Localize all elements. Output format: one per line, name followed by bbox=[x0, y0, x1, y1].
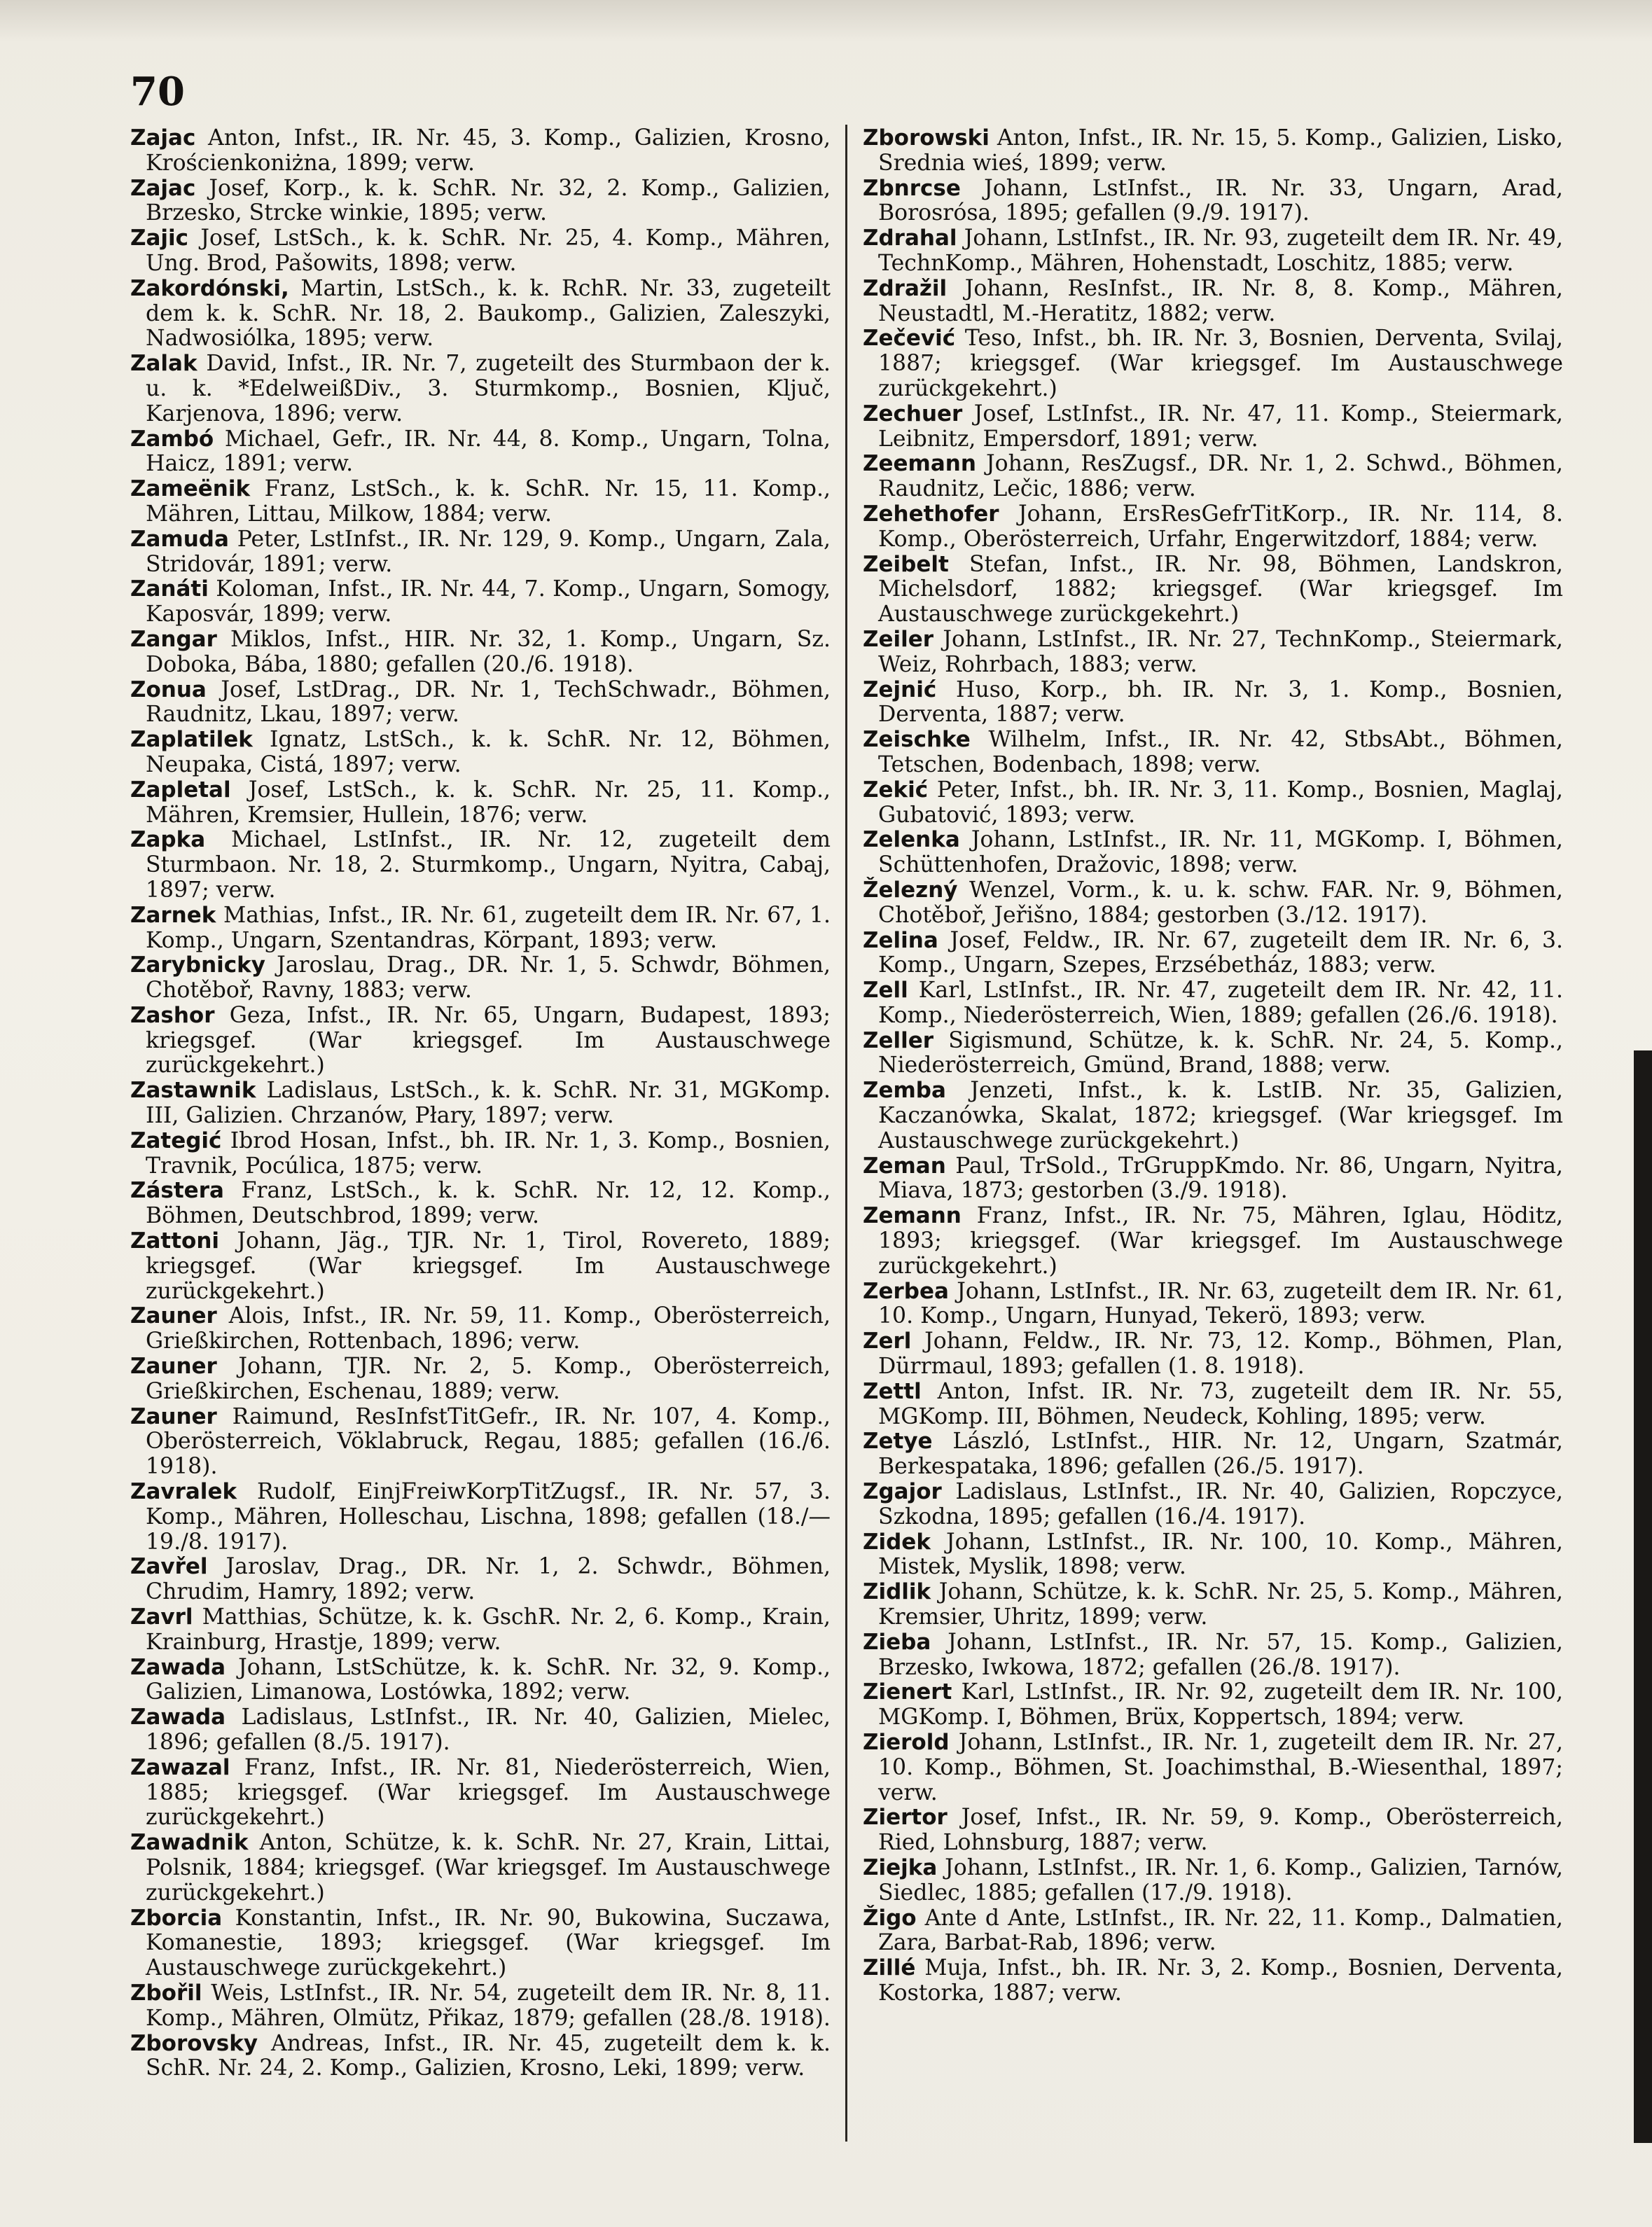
list-item bbox=[130, 1354, 831, 1405]
list-item bbox=[863, 828, 1563, 878]
list-item bbox=[130, 477, 831, 527]
entry-details: Rudolf, EinjFreiwKorpTitZugsf., IR. Nr. 57, 3. Komp., Mähren, Holleschau, Lischna, 1898; gefallen (18./—19./8. 1917). bbox=[146, 1479, 831, 1555]
entry-details: Ignatz, LstSch., k. k. SchR. Nr. 12, Böhmen, Neupaka, Cistá, 1897; verw. bbox=[146, 727, 831, 777]
entry-surname: Zakordónski, bbox=[130, 275, 289, 301]
list-item bbox=[130, 1229, 831, 1304]
entry-details: Johann, TJR. Nr. 2, 5. Komp., Oberösterreich, Grießkirchen, Eschenau, 1889; verw. bbox=[146, 1354, 831, 1404]
list-item bbox=[863, 553, 1563, 627]
list-item bbox=[130, 1405, 831, 1480]
list-item bbox=[130, 1129, 831, 1179]
entry-surname: Zajac bbox=[130, 125, 196, 151]
list-item bbox=[130, 352, 831, 426]
entry-surname: Zamuda bbox=[130, 526, 229, 552]
list-item bbox=[130, 828, 831, 903]
list-item bbox=[130, 1605, 831, 1656]
list-item bbox=[130, 1705, 831, 1756]
list-item bbox=[863, 627, 1563, 678]
list-item bbox=[863, 1580, 1563, 1630]
entry-surname: Zdražil bbox=[863, 275, 948, 301]
entry-surname: Zattoni bbox=[130, 1228, 220, 1254]
list-item bbox=[863, 1805, 1563, 1856]
entry-surname: Zbořil bbox=[130, 1980, 202, 2006]
list-item bbox=[130, 1480, 831, 1555]
list-item bbox=[130, 2032, 831, 2082]
list-item bbox=[130, 277, 831, 352]
entry-details: Peter, LstInfst., IR. Nr. 129, 9. Komp., Ungarn, Zala, Stridovár, 1891; verw. bbox=[146, 526, 831, 577]
entry-surname: Zerbea bbox=[863, 1278, 949, 1304]
list-item bbox=[130, 1981, 831, 2032]
left-column bbox=[130, 126, 831, 2081]
entry-details: Martin, LstSch., k. k. RchR. Nr. 33, zugeteilt dem k. k. SchR. Nr. 18, 2. Baukomp., Galizien, Zaleszyki, Nadwosiólka, 1895; verw. bbox=[146, 275, 831, 352]
entry-details: Johann, LstInfst., IR. Nr. 100, 10. Komp., Mähren, Mistek, Myslik, 1898; verw. bbox=[878, 1529, 1563, 1580]
entry-surname: Zerl bbox=[863, 1328, 912, 1354]
entry-surname: Zidek bbox=[863, 1529, 931, 1555]
entry-details: Johann, ResInfst., IR. Nr. 8, 8. Komp., Mähren, Neustadtl, M.-Heratitz, 1882; verw. bbox=[878, 275, 1563, 326]
entry-details: Miklos, Infst., HIR. Nr. 32, 1. Komp., Ungarn, Sz. Doboka, Bába, 1880; gefallen (20./6. 1918). bbox=[146, 626, 831, 677]
entry-details: Jaroslav, Drag., DR. Nr. 1, 2. Schwdr., Böhmen, Chrudim, Hamry, 1892; verw. bbox=[146, 1554, 831, 1605]
entry-surname: Zashor bbox=[130, 1002, 215, 1028]
entry-details: Sigismund, Schütze, k. k. SchR. Nr. 24, 5. Komp., Niederösterreich, Gmünd, Brand, 1888; verw. bbox=[878, 1027, 1563, 1078]
list-item bbox=[863, 678, 1563, 728]
list-item bbox=[130, 953, 831, 1004]
entry-surname: Ziertor bbox=[863, 1805, 948, 1831]
list-item bbox=[863, 1380, 1563, 1430]
entry-surname: Zavralek bbox=[130, 1479, 237, 1505]
entry-details: Johann, LstInfst., IR. Nr. 1, zugeteilt dem IR. Nr. 27, 10. Komp., Böhmen, St. Joachimsthal, B.-Wiesenthal, 1897; verw. bbox=[878, 1730, 1563, 1805]
list-item bbox=[863, 1154, 1563, 1205]
entry-surname: Zečević bbox=[863, 326, 956, 352]
list-item bbox=[863, 1204, 1563, 1279]
entry-details: Ladislaus, LstInfst., IR. Nr. 40, Galizien, Mielec, 1896; gefallen (8./5. 1917). bbox=[146, 1705, 831, 1755]
entry-details: Franz, Infst., IR. Nr. 75, Mähren, Iglau, Höditz, 1893; kriegsgef. (War kriegsgef. Im Austauschwege zurückgekehrt.) bbox=[878, 1203, 1563, 1279]
list-item bbox=[863, 878, 1563, 929]
entry-details: Johann, LstInfst., IR. Nr. 11, MGKomp. I, Böhmen, Schüttenhofen, Dražovic, 1898; verw. bbox=[878, 827, 1564, 878]
entry-details: Michael, LstInfst., IR. Nr. 12, zugeteilt dem Sturmbaon. Nr. 18, 2. Sturmkomp., Ungarn, Nyitra, Cabaj, 1897; verw. bbox=[146, 827, 831, 903]
entry-surname: Zawada bbox=[130, 1705, 226, 1730]
list-item bbox=[130, 1831, 831, 1906]
list-item bbox=[863, 728, 1563, 778]
list-item bbox=[863, 277, 1563, 327]
entry-surname: Železný bbox=[863, 877, 958, 903]
entry-details: Stefan, Infst., IR. Nr. 98, Böhmen, Landskron, Michelsdorf, 1882; kriegsgef. (War kriegsgef. Im Austauschwege zurückgekehrt.) bbox=[878, 551, 1563, 627]
entry-details: Anton, Infst., IR. Nr. 15, 5. Komp., Galizien, Lisko, Srednia wieś, 1899; verw. bbox=[878, 125, 1564, 176]
entry-details: Muja, Infst., bh. IR. Nr. 3, 2. Komp., Bosnien, Derventa, Kostorka, 1887; verw. bbox=[878, 1955, 1563, 2006]
entry-details: Ladislaus, LstInfst., IR. Nr. 40, Galizien, Ropczyce, Szkodna, 1895; gefallen (16./4. 1917). bbox=[878, 1479, 1563, 1529]
list-item bbox=[130, 678, 831, 728]
list-item bbox=[863, 1906, 1563, 1957]
entry-surname: Zeibelt bbox=[863, 551, 949, 577]
entry-details: Andreas, Infst., IR. Nr. 45, zugeteilt dem k. k. SchR. Nr. 24, 2. Komp., Galizien, Krosno, Leki, 1899; verw. bbox=[146, 2030, 831, 2081]
list-item bbox=[130, 126, 831, 176]
list-item bbox=[863, 1480, 1563, 1530]
list-item bbox=[130, 1756, 831, 1831]
entry-surname: Zástera bbox=[130, 1178, 224, 1204]
list-item bbox=[863, 402, 1563, 452]
entry-details: Johann, LstInfst., IR. Nr. 63, zugeteilt dem IR. Nr. 61, 10. Komp., Ungarn, Hunyad, Tekerö, 1893; verw. bbox=[878, 1278, 1564, 1329]
entry-surname: Zanáti bbox=[130, 576, 209, 602]
entry-details: Johann, ErsResGefrTitKorp., IR. Nr. 114, 8. Komp., Oberösterreich, Urfahr, Engerwitzdorf, 1884; verw. bbox=[878, 501, 1563, 552]
entry-details: Geza, Infst., IR. Nr. 65, Ungarn, Budapest, 1893; kriegsgef. (War kriegsgef. Im Austauschwege zurückgekehrt.) bbox=[146, 1002, 831, 1078]
entry-surname: Zillé bbox=[863, 1955, 916, 1981]
entry-details: Jenzeti, Infst., k. k. LstIB. Nr. 35, Galizien, Kaczanówka, Skalat, 1872; kriegsgef. (War kriegsgef. Im Austauschwege zurückgekehrt.) bbox=[878, 1078, 1564, 1153]
entry-details: Koloman, Infst., IR. Nr. 44, 7. Komp., Ungarn, Somogy, Kaposvár, 1899; verw. bbox=[146, 576, 831, 627]
list-item bbox=[130, 627, 831, 678]
entry-surname: Zgajor bbox=[863, 1479, 942, 1505]
entry-surname: Zehethofer bbox=[863, 501, 999, 527]
list-item bbox=[863, 778, 1563, 828]
list-item bbox=[863, 1956, 1563, 2006]
entry-surname: Zauner bbox=[130, 1303, 217, 1329]
list-item bbox=[863, 1078, 1563, 1153]
list-item bbox=[863, 978, 1563, 1029]
entry-details: David, Infst., IR. Nr. 7, zugeteilt des Sturmbaon der k. u. k. *EdelweißDiv., 3. Sturmkomp., Bosnien, Ključ, Karjenova, 1896; verw. bbox=[146, 351, 831, 426]
entry-details: Teso, Infst., bh. IR. Nr. 3, Bosnien, Derventa, Svilaj, 1887; kriegsgef. (War kriegsgef. Im Austauschwege zurückgekehrt.) bbox=[878, 326, 1564, 401]
list-item bbox=[863, 1730, 1563, 1805]
entry-surname: Zekić bbox=[863, 777, 929, 803]
entry-details: Josef, Korp., k. k. SchR. Nr. 32, 2. Komp., Galizien, Brzesko, Strcke winkie, 1895; verw. bbox=[146, 175, 831, 226]
entry-surname: Zierold bbox=[863, 1730, 950, 1755]
entry-surname: Zborowski bbox=[863, 125, 990, 151]
list-item bbox=[863, 502, 1563, 553]
entry-details: Josef, Infst., IR. Nr. 59, 9. Komp., Oberösterreich, Ried, Lohnsburg, 1887; verw. bbox=[878, 1805, 1563, 1856]
entry-surname: Zemann bbox=[863, 1203, 962, 1229]
entry-surname: Zarybnicky bbox=[130, 952, 265, 978]
entry-surname: Zangar bbox=[130, 626, 217, 652]
entry-surname: Zeemann bbox=[863, 451, 976, 477]
entry-details: Jaroslau, Drag., DR. Nr. 1, 5. Schwdr, Böhmen, Chotěboř, Ravny, 1883; verw. bbox=[146, 952, 831, 1004]
entry-surname: Zavřel bbox=[130, 1554, 208, 1580]
scan-shadow bbox=[0, 0, 1652, 42]
entry-details: Johann, LstInfst., IR. Nr. 57, 15. Komp., Galizien, Brzesko, Iwkowa, 1872; gefallen (26./8. 1917). bbox=[878, 1629, 1563, 1680]
entry-surname: Zajac bbox=[130, 175, 196, 201]
entry-surname: Zechuer bbox=[863, 401, 963, 426]
entry-surname: Zelenka bbox=[863, 827, 960, 853]
entry-details: Anton, Infst., IR. Nr. 45, 3. Komp., Galizien, Krosno, Krościenkoniżna, 1899; verw. bbox=[146, 125, 831, 176]
list-item bbox=[863, 1279, 1563, 1330]
entry-surname: Zeiler bbox=[863, 626, 934, 652]
list-item bbox=[863, 929, 1563, 979]
entry-details: Ante d Ante, LstInfst., IR. Nr. 22, 11. Komp., Dalmatien, Zara, Barbat-Rab, 1896; verw. bbox=[878, 1905, 1563, 1956]
entry-details: Ibrod Hosan, Infst., bh. IR. Nr. 1, 3. Komp., Bosnien, Travnik, Pocúlica, 1875; verw. bbox=[146, 1128, 831, 1179]
entry-surname: Zeller bbox=[863, 1027, 934, 1053]
entry-surname: Zettl bbox=[863, 1378, 922, 1404]
entry-surname: Zelina bbox=[863, 927, 938, 953]
entry-surname: Zastawnik bbox=[130, 1078, 256, 1104]
entry-surname: Zidlik bbox=[863, 1579, 931, 1605]
list-item bbox=[863, 1329, 1563, 1380]
entry-details: Johann, LstInfst., IR. Nr. 93, zugeteilt dem IR. Nr. 49, TechnKomp., Mähren, Hohenstadt, Loschitz, 1885; verw. bbox=[878, 226, 1564, 276]
entry-details: Raimund, ResInfstTitGefr., IR. Nr. 107, 4. Komp., Oberösterreich, Vöklabruck, Regau, 1885; gefallen (16./6. 1918). bbox=[146, 1403, 831, 1480]
entry-surname: Zauner bbox=[130, 1403, 217, 1429]
entry-details: Josef, LstDrag., DR. Nr. 1, TechSchwadr., Böhmen, Raudnitz, Lkau, 1897; verw. bbox=[146, 677, 831, 728]
entry-details: Johann, LstInfst., IR. Nr. 27, TechnKomp., Steiermark, Weiz, Rohrbach, 1883; verw. bbox=[878, 626, 1564, 677]
entry-details: Mathias, Infst., IR. Nr. 61, zugeteilt dem IR. Nr. 67, 1. Komp., Ungarn, Szentandras, Körpant, 1893; verw. bbox=[146, 902, 831, 953]
entry-details: Karl, LstInfst., IR. Nr. 92, zugeteilt dem IR. Nr. 100, MGKomp. I, Böhmen, Brüx, Koppertsch, 1894; verw. bbox=[878, 1679, 1564, 1730]
entry-surname: Zaplatilek bbox=[130, 727, 253, 753]
entry-surname: Zapletal bbox=[130, 777, 231, 803]
entry-details: Peter, Infst., bh. IR. Nr. 3, 11. Komp., Bosnien, Maglaj, Gubatović, 1893; verw. bbox=[878, 777, 1564, 828]
entry-surname: Zambó bbox=[130, 426, 214, 452]
entry-surname: Zawada bbox=[130, 1654, 226, 1680]
entry-surname: Zejnić bbox=[863, 677, 937, 702]
entry-surname: Žigo bbox=[863, 1905, 917, 1931]
list-item bbox=[130, 1906, 831, 1981]
entry-details: Johann, Feldw., IR. Nr. 73, 12. Komp., Böhmen, Plan, Dürrmaul, 1893; gefallen (1. 8. 1918). bbox=[878, 1328, 1563, 1380]
list-item bbox=[130, 903, 831, 954]
entry-surname: Zeischke bbox=[863, 727, 971, 753]
entry-surname: Zauner bbox=[130, 1354, 217, 1380]
list-item bbox=[863, 1680, 1563, 1730]
right-column bbox=[863, 126, 1563, 2006]
entry-surname: Zetye bbox=[863, 1429, 933, 1455]
entry-details: Konstantin, Infst., IR. Nr. 90, Bukowina, Suczawa, Komanestie, 1893; kriegsgef. (War kriegsgef. Im Austauschwege zurückgekehrt.) bbox=[146, 1905, 831, 1981]
list-item bbox=[863, 1856, 1563, 1906]
entry-details: Johann, LstInfst., IR. Nr. 1, 6. Komp., Galizien, Tarnów, Siedlec, 1885; gefallen (17./9. 1918). bbox=[878, 1854, 1563, 1906]
entry-details: Paul, TrSold., TrGruppKmdo. Nr. 86, Ungarn, Nyitra, Miava, 1873; gestorben (3./9. 1918). bbox=[878, 1153, 1563, 1204]
entry-surname: Zemba bbox=[863, 1078, 946, 1104]
scan-edge bbox=[1634, 1050, 1652, 2143]
entry-surname: Zawazal bbox=[130, 1754, 230, 1780]
list-item bbox=[863, 326, 1563, 401]
entry-details: Josef, Feldw., IR. Nr. 67, zugeteilt dem IR. Nr. 6, 3. Komp., Ungarn, Szepes, Erzsébetház, 1883; verw. bbox=[878, 927, 1563, 978]
entry-surname: Zameënik bbox=[130, 476, 251, 502]
entry-details: László, LstInfst., HIR. Nr. 12, Ungarn, Szatmár, Berkespataka, 1896; gefallen (26./5. 1917). bbox=[878, 1429, 1563, 1480]
entry-surname: Zell bbox=[863, 978, 908, 1004]
list-item bbox=[130, 176, 831, 227]
list-item bbox=[863, 176, 1563, 227]
entry-details: Matthias, Schütze, k. k. GschR. Nr. 2, 6. Komp., Krain, Krainburg, Hrastje, 1899; verw. bbox=[146, 1604, 831, 1655]
entry-details: Ladislaus, LstSch., k. k. SchR. Nr. 31, MGKomp. III, Galizien. Chrzanów, Płary, 1897; verw. bbox=[146, 1078, 831, 1129]
entry-details: Josef, LstSch., k. k. SchR. Nr. 25, 4. Komp., Mähren, Ung. Brod, Pašowits, 1898; verw. bbox=[146, 226, 831, 276]
entry-details: Weis, LstInfst., IR. Nr. 54, zugeteilt dem IR. Nr. 8, 11. Komp., Mähren, Olmütz, Přikaz, 1879; gefallen (28./8. 1918). bbox=[146, 1980, 831, 2031]
entry-details: Josef, LstInfst., IR. Nr. 47, 11. Komp., Steiermark, Leibnitz, Empersdorf, 1891; verw. bbox=[878, 401, 1564, 452]
list-item bbox=[863, 126, 1563, 176]
entry-details: Johann, Jäg., TJR. Nr. 1, Tirol, Rovereto, 1889; kriegsgef. (War kriegsgef. Im Austauschwege zurückgekehrt.) bbox=[146, 1228, 831, 1304]
list-item bbox=[130, 577, 831, 627]
list-item bbox=[863, 1429, 1563, 1480]
entry-surname: Zdrahal bbox=[863, 226, 957, 251]
list-item bbox=[863, 226, 1563, 277]
entry-details: Wenzel, Vorm., k. u. k. schw. FAR. Nr. 9, Böhmen, Chotěboř, Jeřišno, 1884; gestorben (3./12. 1917). bbox=[878, 877, 1563, 928]
entry-surname: Zieba bbox=[863, 1629, 931, 1655]
entry-surname: Zborcia bbox=[130, 1905, 223, 1931]
column-divider bbox=[845, 125, 847, 2142]
entry-details: Wilhelm, Infst., IR. Nr. 42, StbsAbt., Böhmen, Tetschen, Bodenbach, 1898; verw. bbox=[878, 727, 1563, 777]
entry-details: Huso, Korp., bh. IR. Nr. 3, 1. Komp., Bosnien, Derventa, 1887; verw. bbox=[878, 677, 1564, 728]
list-item bbox=[130, 427, 831, 478]
entry-details: Johann, Schütze, k. k. SchR. Nr. 25, 5. Komp., Mähren, Kremsier, Uhritz, 1899; verw. bbox=[878, 1579, 1563, 1630]
entry-details: Karl, LstInfst., IR. Nr. 47, zugeteilt dem IR. Nr. 42, 11. Komp., Niederösterreich, Wien, 1889; gefallen (26./6. 1918). bbox=[878, 978, 1563, 1028]
entry-details: Michael, Gefr., IR. Nr. 44, 8. Komp., Ungarn, Tolna, Haicz, 1891; verw. bbox=[146, 426, 831, 477]
list-item bbox=[130, 728, 831, 778]
entry-surname: Zajic bbox=[130, 226, 189, 251]
entry-surname: Zavrl bbox=[130, 1604, 193, 1630]
list-item bbox=[130, 226, 831, 277]
list-item bbox=[130, 527, 831, 578]
entry-details: Johann, ResZugsf., DR. Nr. 1, 2. Schwd., Böhmen, Raudnitz, Lečic, 1886; verw. bbox=[878, 451, 1563, 502]
entry-surname: Zonua bbox=[130, 677, 207, 702]
entry-details: Johann, LstSchütze, k. k. SchR. Nr. 32, 9. Komp., Galizien, Limanowa, Lostówka, 1892; verw. bbox=[146, 1654, 831, 1705]
page-number: 70 bbox=[130, 69, 185, 115]
list-item bbox=[863, 452, 1563, 502]
entry-surname: Zbnrcse bbox=[863, 175, 961, 201]
entry-details: Anton, Schütze, k. k. SchR. Nr. 27, Krain, Littai, Polsnik, 1884; kriegsgef. (War kriegsgef. Im Austauschwege zurückgekehrt.) bbox=[146, 1830, 831, 1906]
list-item bbox=[130, 1656, 831, 1706]
entry-details: Johann, LstInfst., IR. Nr. 33, Ungarn, Arad, Borosrósa, 1895; gefallen (9./9. 1917). bbox=[878, 175, 1563, 226]
list-item bbox=[130, 1078, 831, 1129]
list-item bbox=[130, 778, 831, 828]
entry-details: Franz, LstSch., k. k. SchR. Nr. 15, 11. Komp., Mähren, Littau, Milkow, 1884; verw. bbox=[146, 476, 831, 527]
entry-surname: Zalak bbox=[130, 351, 197, 377]
entry-details: Anton, Infst. IR. Nr. 73, zugeteilt dem IR. Nr. 55, MGKomp. III, Böhmen, Neudeck, Kohling, 1895; verw. bbox=[878, 1378, 1564, 1429]
entry-surname: Zeman bbox=[863, 1153, 946, 1179]
entry-details: Alois, Infst., IR. Nr. 59, 11. Komp., Oberösterreich, Grießkirchen, Rottenbach, 1896; verw. bbox=[146, 1303, 831, 1354]
entry-surname: Zienert bbox=[863, 1679, 952, 1705]
list-item bbox=[863, 1029, 1563, 1079]
list-item bbox=[130, 1304, 831, 1354]
entry-surname: Ziejka bbox=[863, 1854, 938, 1880]
entry-surname: Zborovsky bbox=[130, 2030, 258, 2056]
list-item bbox=[863, 1630, 1563, 1681]
entry-surname: Zawadnik bbox=[130, 1830, 249, 1856]
entry-details: Franz, Infst., IR. Nr. 81, Niederösterreich, Wien, 1885; kriegsgef. (War kriegsgef. Im Austauschwege zurückgekehrt.) bbox=[146, 1754, 831, 1831]
list-item bbox=[130, 1555, 831, 1605]
entry-surname: Zategić bbox=[130, 1128, 222, 1153]
list-item bbox=[130, 1179, 831, 1229]
list-item bbox=[130, 1004, 831, 1078]
entry-surname: Zarnek bbox=[130, 902, 216, 928]
entry-details: Franz, LstSch., k. k. SchR. Nr. 12, 12. Komp., Böhmen, Deutschbrod, 1899; verw. bbox=[146, 1178, 831, 1229]
entry-details: Josef, LstSch., k. k. SchR. Nr. 25, 11. Komp., Mähren, Kremsier, Hullein, 1876; verw. bbox=[146, 777, 831, 828]
entry-surname: Zapka bbox=[130, 827, 206, 853]
list-item bbox=[863, 1530, 1563, 1581]
